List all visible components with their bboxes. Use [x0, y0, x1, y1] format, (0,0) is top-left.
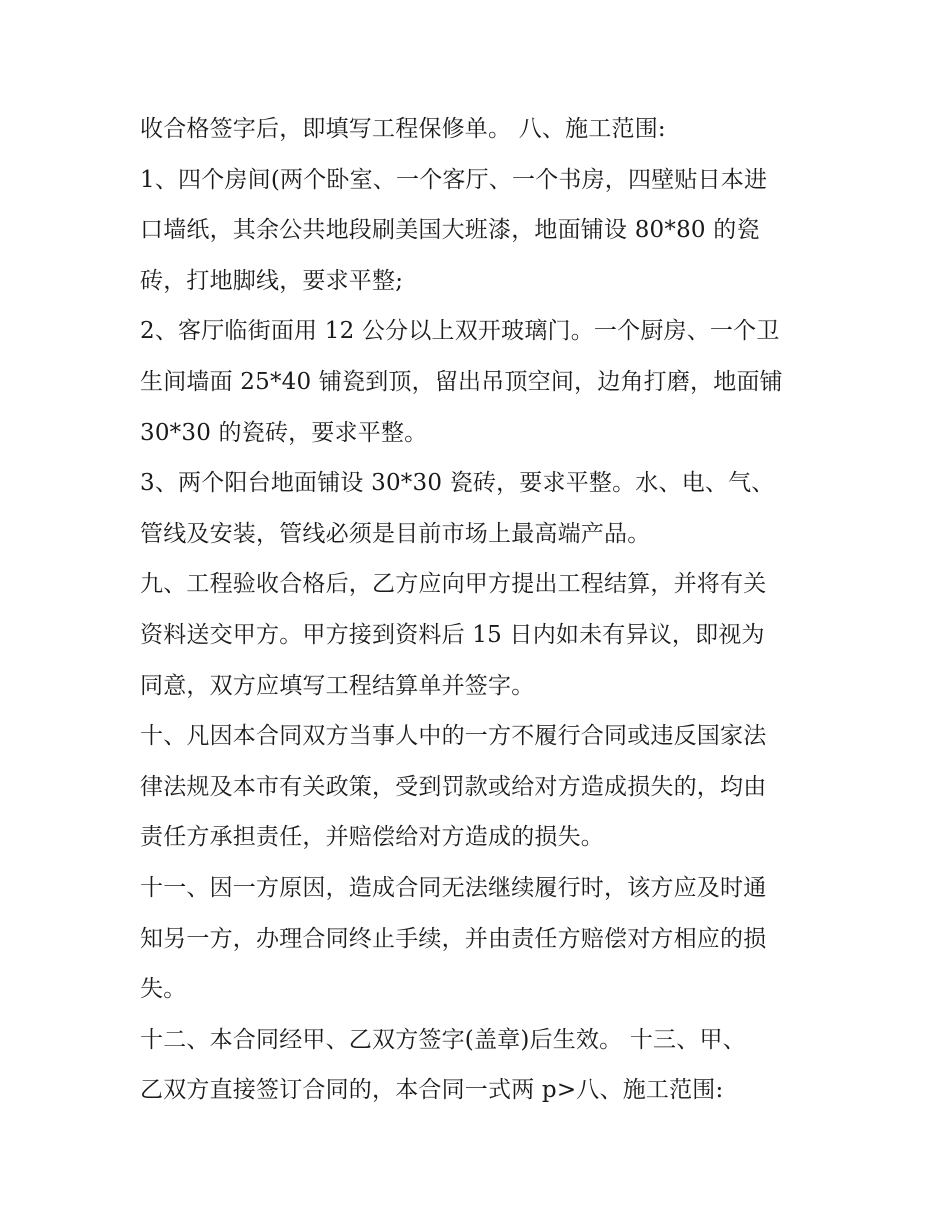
text-line: 同意，双方应填写工程结算单并签字。	[140, 672, 535, 699]
text-line: 口墙纸，其余公共地段刷美国大班漆，地面铺设 80*80 的瓷	[140, 217, 760, 244]
text-line: 知另一方，办理合同终止手续，并由责任方赔偿对方相应的损	[140, 925, 767, 952]
text-line: 十、凡因本合同双方当事人中的一方不履行合同或违反国家法	[140, 723, 767, 750]
text-line: 乙双方直接签订合同的，本合同一式两 p>八、施工范围:	[140, 1077, 724, 1104]
text-line: 生间墙面 25*40 铺瓷到顶，留出吊顶空间，边角打磨，地面铺	[140, 368, 783, 395]
text-line: 资料送交甲方。甲方接到资料后 15 日内如未有异议，即视为	[140, 621, 765, 648]
text-line: 30*30 的瓷砖，要求平整。	[140, 419, 428, 446]
text-line: 2、客厅临街面用 12 公分以上双开玻璃门。一个厨房、一个卫	[140, 318, 780, 345]
text-line: 十二、本合同经甲、乙双方签字(盖章)后生效。 十三、甲、	[140, 1026, 746, 1053]
text-line: 十一、因一方原因，造成合同无法继续履行时，该方应及时通	[140, 874, 767, 901]
text-line: 3、两个阳台地面铺设 30*30 瓷砖，要求平整。水、电、气、	[140, 470, 775, 497]
text-line: 律法规及本市有关政策，受到罚款或给对方造成损失的，均由	[140, 773, 767, 800]
text-line: 管线及安装，管线必须是目前市场上最高端产品。	[140, 520, 651, 547]
text-line: 收合格签字后，即填写工程保修单。 八、施工范围:	[140, 116, 666, 142]
text-line: 砖，打地脚线，要求平整;	[140, 267, 404, 294]
text-line: 责任方承担责任，并赔偿给对方造成的损失。	[140, 824, 604, 851]
text-line: 1、四个房间(两个卧室、一个客厅、一个书房，四壁贴日本进	[140, 166, 768, 193]
document-body	[140, 104, 820, 1116]
text-line: 失。	[140, 976, 187, 1003]
text-line: 九、工程验收合格后，乙方应向甲方提出工程结算，并将有关	[140, 571, 767, 598]
